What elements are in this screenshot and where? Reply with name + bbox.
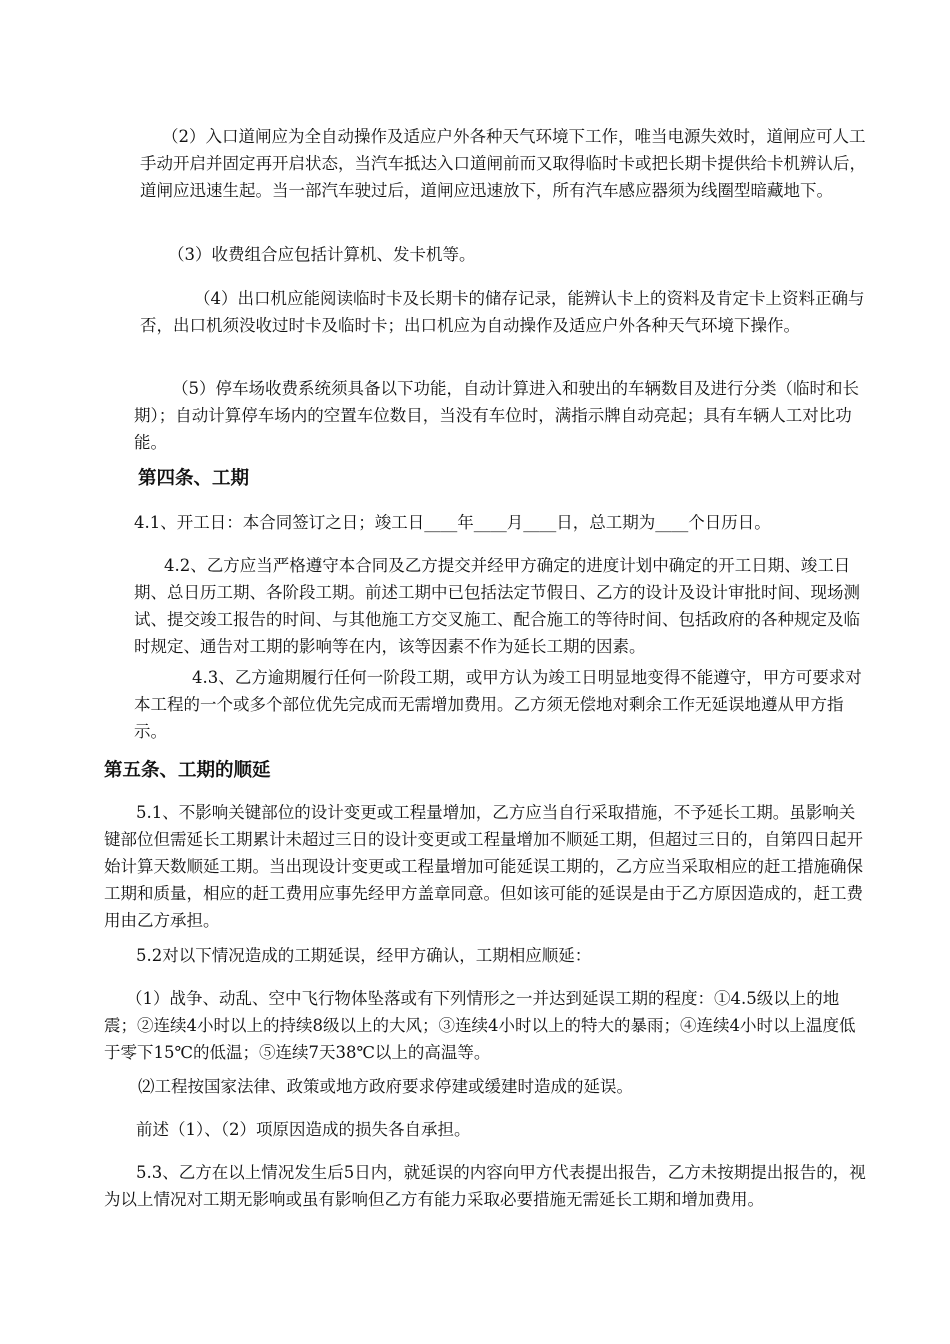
paragraph-fee-set: （3）收费组合应包括计算机、发卡机等。 — [168, 245, 476, 264]
paragraph-5-3: 5.3、乙方在以上情况发生后5日内，就延误的内容向甲方代表提出报告，乙方未按期提出报告的，视为以上情况对工期无影响或虽有影响但乙方有能力采取必要措施无需延长工期和增加费用。 — [104, 1163, 866, 1209]
paragraph-exit-machine: （4）出口机应能阅读临时卡及长期卡的储存记录，能辨认卡上的资料及肯定卡上资料正确与否，出口机须没收过时卡及临时卡；出口机应为自动操作及适应户外各种天气环境下操作。 — [140, 289, 865, 335]
paragraph-5-2-1: （1）战争、动乱、空中飞行物体坠落或有下列情形之一并达到延误工期的程度：①4.5级以上的地震；②连续4小时以上的持续8级以上的大风；③连续4小时以上的特大的暴雨；④连续4小时以上温度低于零下15℃的低温；⑤连续7天38℃以上的高温等。 — [104, 989, 856, 1062]
paragraph-5-2-2: ⑵工程按国家法律、政策或地方政府要求停建或缓建时造成的延误。 — [138, 1077, 633, 1096]
paragraph-5-1: 5.1、不影响关键部位的设计变更或工程量增加，乙方应当自行采取措施，不予延长工期。虽影响关键部位但需延长工期累计未超过三日的设计变更或工程量增加不顺延工期，但超过三日的，自第四日起开始计算天数顺延工期。当出现设计变更或工程量增加可能延误工期的，乙方应当采取相应的赶工措施确保工期和质量，相应的赶工费用应事先经甲方盖章同意。但如该可能的延误是由于乙方原因造成的，赶工费用由乙方承担。 — [104, 803, 863, 930]
paragraph-4-3: 4.3、乙方逾期履行任何一阶段工期，或甲方认为竣工日明显地变得不能遵守，甲方可要求对本工程的一个或多个部位优先完成而无需增加费用。乙方须无偿地对剩余工作无延误地遵从甲方指示。 — [134, 668, 862, 741]
paragraph-4-2: 4.2、乙方应当严格遵守本合同及乙方提交并经甲方确定的进度计划中确定的开工日期、竣工日期、总日历工期、各阶段工期。前述工期中已包括法定节假日、乙方的设计及设计审批时间、现场测试、提交竣工报告的时间、与其他施工方交叉施工、配合施工的等待时间、包括政府的各种规定及临时规定、通告对工期的影响等在内，该等因素不作为延长工期的因素。 — [134, 556, 860, 656]
paragraph-parking-system: （5）停车场收费系统须具备以下功能，自动计算进入和驶出的车辆数目及进行分类（临时和长期）；自动计算停车场内的空置车位数目，当没有车位时，满指示牌自动亮起；具有车辆人工对比功能。 — [134, 379, 859, 452]
paragraph-4-1: 4.1、开工日：本合同签订之日；竣工日____年____月____日，总工期为____个日历日。 — [134, 513, 771, 532]
paragraph-5-2: 5.2对以下情况造成的工期延误，经甲方确认，工期相应顺延： — [136, 946, 592, 965]
heading-article-4: 第四条、工期 — [138, 468, 250, 489]
heading-article-5: 第五条、工期的顺延 — [104, 760, 271, 781]
paragraph-entry-gate: （2）入口道闸应为全自动操作及适应户外各种天气环境下工作，唯当电源失效时，道闸应可人工手动开启并固定再开启状态，当汽车抵达入口道闸前而又取得临时卡或把长期卡提供给卡机辨认后，道闸应迅速生起。当一部汽车驶过后，道闸应迅速放下，所有汽车感应器须为线圈型暗藏地下。 — [140, 127, 866, 200]
paragraph-5-2-3: 前述（1）、（2）项原因造成的损失各自承担。 — [136, 1120, 471, 1139]
